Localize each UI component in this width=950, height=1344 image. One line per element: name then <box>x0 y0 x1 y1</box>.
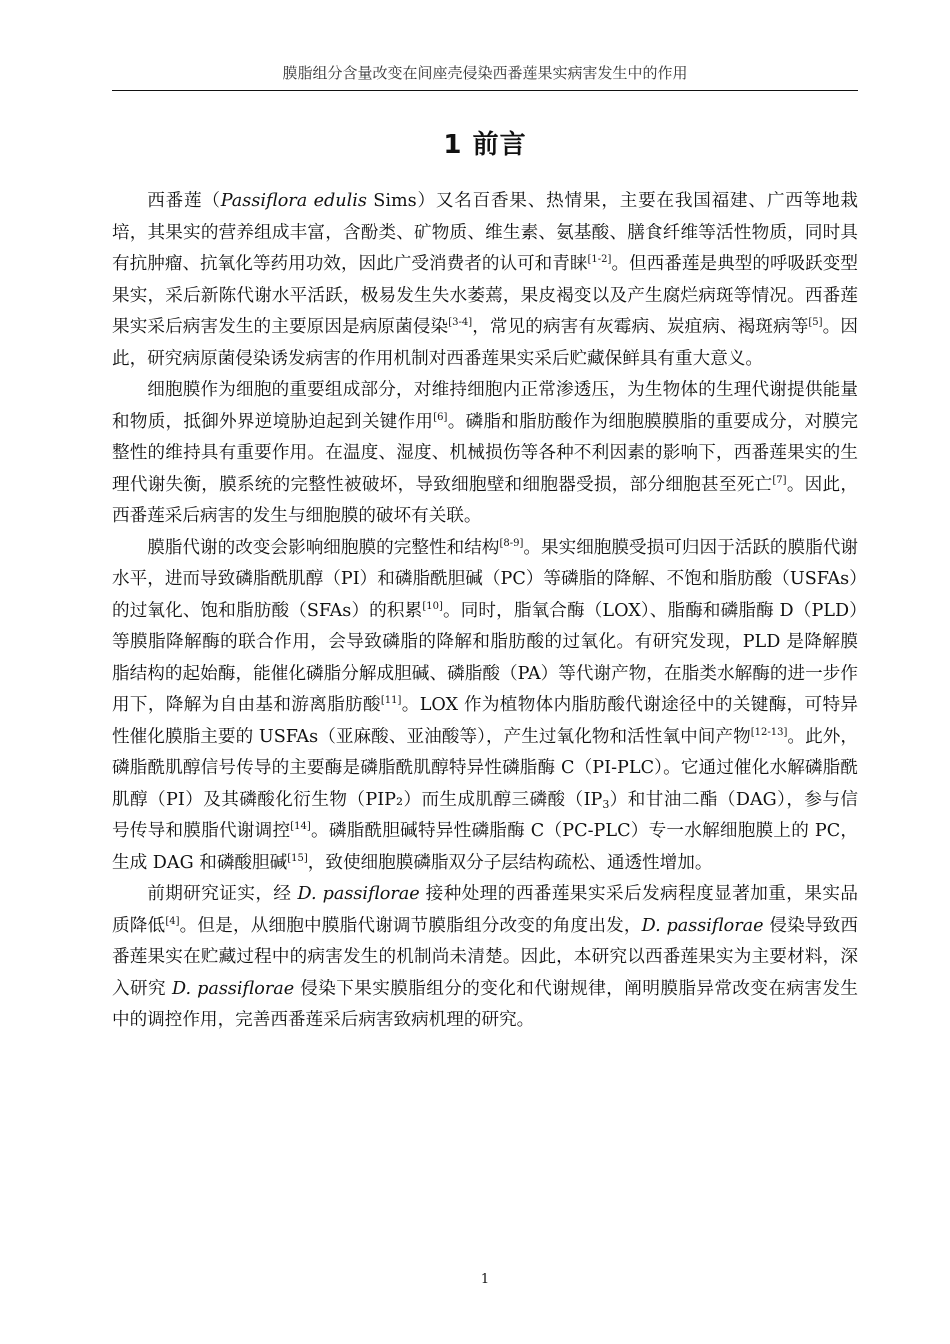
text-run: 。因此，西番莲采后病害的发生与细胞膜的破坏有关联。 <box>112 474 858 526</box>
citation: [7] <box>772 474 787 486</box>
header-divider <box>112 90 858 91</box>
text-run: ）和甘油二酯（DAG），参与信号传导和膜脂代谢调控 <box>112 789 858 841</box>
citation: [11] <box>380 695 402 706</box>
citation: [3-4] <box>448 317 473 328</box>
citation: [14] <box>290 821 311 832</box>
text-run: 。因此，研究病原菌侵染诱发病害的作用机制对西番莲果实采后贮藏保鲜具有重大意义。 <box>112 317 858 369</box>
citation: [6] <box>433 411 448 423</box>
paragraph-2 <box>112 375 858 533</box>
paragraph-3 <box>112 533 858 880</box>
text-run: 。LOX 作为植物体内脂肪酸代谢途径中的关键酶，可特异性催化膜脂主要的 USFAs（亚麻酸、亚油酸等），产生过氧化物和活性氧中间产物 <box>112 695 858 747</box>
text-run: ，常见的病害有灰霉病、炭疽病、褐斑病等 <box>472 317 809 337</box>
text-run: 接种处理的西番莲果实采后发病程度显著加重，果实品质降低 <box>112 884 858 936</box>
species-name: D. passiflorae <box>172 978 295 999</box>
text-run: ，致使细胞膜磷脂双分子层结构疏松、通透性增加。 <box>307 852 713 873</box>
citation: [15] <box>287 852 308 864</box>
text-run: 。果实细胞膜受损可归因于活跃的膜脂代谢水平，进而导致磷脂酰肌醇（PI）和磷脂酰胆碱（PC）等磷脂的降解、不饱和脂肪酸（USFAs）的过氧化、饱和脂肪酸（SFAs）的积累 <box>112 537 858 621</box>
text-run: 。磷脂和脂肪酸作为细胞膜膜脂的重要成分，对膜完整性的维持具有重要作用。在温度、湿度、机械损伤等各种不利因素的影响下，西番莲果实的生理代谢失衡，膜系统的完整性被破坏，导致细胞壁和细胞器受损，部分细胞甚至死亡 <box>112 411 858 495</box>
text-run: 细胞膜作为细胞的重要组成部分，对维持细胞内正常渗透压，为生物体的生理代谢提供能量和物质，抵御外界逆境胁迫起到关键作用 <box>112 380 858 432</box>
text-run: 前期研究证实，经 <box>147 884 298 904</box>
citation: [5] <box>808 317 823 328</box>
paragraph-4 <box>112 879 858 1037</box>
text-run: 西番莲（ <box>147 191 221 211</box>
text-run: 。但是，从细胞中膜脂代谢调节膜脂组分改变的角度出发， <box>179 915 642 936</box>
page-number: 1 <box>480 1272 490 1287</box>
text-run: 。磷脂酰胆碱特异性磷脂酶 C（PC-PLC）专一水解细胞膜上的 PC，生成 DAG 和磷酸胆碱 <box>112 821 858 873</box>
text-run: 。同时，脂氧合酶（LOX）、脂酶和磷脂酶 D（PLD）等膜脂降解酶的联合作用，会导致磷脂的降解和脂肪酸的过氧化。有研究发现，PLD 是降解膜脂结构的起始酶，能催化磷脂分解成胆碱、磷脂酸（PA）等代谢产物，在脂类水解酶的进一步作用下，降解为自由基和游离脂肪酸 <box>112 600 858 715</box>
text-run: 膜脂代谢的改变会影响细胞膜的完整性和结构 <box>147 537 500 558</box>
citation: [1-2] <box>587 254 612 265</box>
paragraph-1 <box>112 186 858 375</box>
text-run: 侵染导致西番莲果实在贮藏过程中的病害发生的机制尚未清楚。因此，本研究以西番莲果实为主要材料，深入研究 <box>112 915 858 999</box>
running-header: 膜脂组分含量改变在间座壳侵染西番莲果实病害发生中的作用 <box>282 64 688 82</box>
species-name: D. passiflorae <box>641 915 764 936</box>
text-run: 。此外，磷脂酰肌醇信号传导的主要酶是磷脂酰肌醇特异性磷脂酶 C（PI-PLC）。它通过催化水解磷脂酰肌醇（PI）及其磷酸化衍生物（PIP₂）而生成肌醇三磷酸（IP <box>112 726 858 810</box>
chapter-title: 1 前言 <box>443 130 527 160</box>
citation: [8-9] <box>499 537 524 549</box>
text-run: 侵染下果实膜脂组分的变化和代谢规律，阐明膜脂异常改变在病害发生中的调控作用，完善西番莲采后病害致病机理的研究。 <box>112 978 858 1030</box>
text-run: Sims）又名百香果、热情果，主要在我国福建、广西等地栽培，其果实的营养组成丰富，含酚类、矿物质、维生素、氨基酸、膳食纤维等活性物质，同时具有抗肿瘤、抗氧化等药用功效，因此广受消费者的认可和青睐 <box>112 191 858 274</box>
text-run: 。但西番莲是典型的呼吸跃变型果实，采后新陈代谢水平活跃，极易发生失水萎蔫，果皮褐变以及产生腐烂病斑等情况。西番莲果实采后病害发生的主要原因是病原菌侵染 <box>112 254 858 337</box>
citation: [4] <box>165 915 180 927</box>
citation: [12-13] <box>750 726 788 738</box>
citation: [10] <box>422 600 443 612</box>
body-text <box>112 186 858 1037</box>
subscript: 3 <box>602 797 610 811</box>
species-name: D. passiflorae <box>297 884 420 904</box>
species-name: Passiflora edulis <box>220 191 367 211</box>
